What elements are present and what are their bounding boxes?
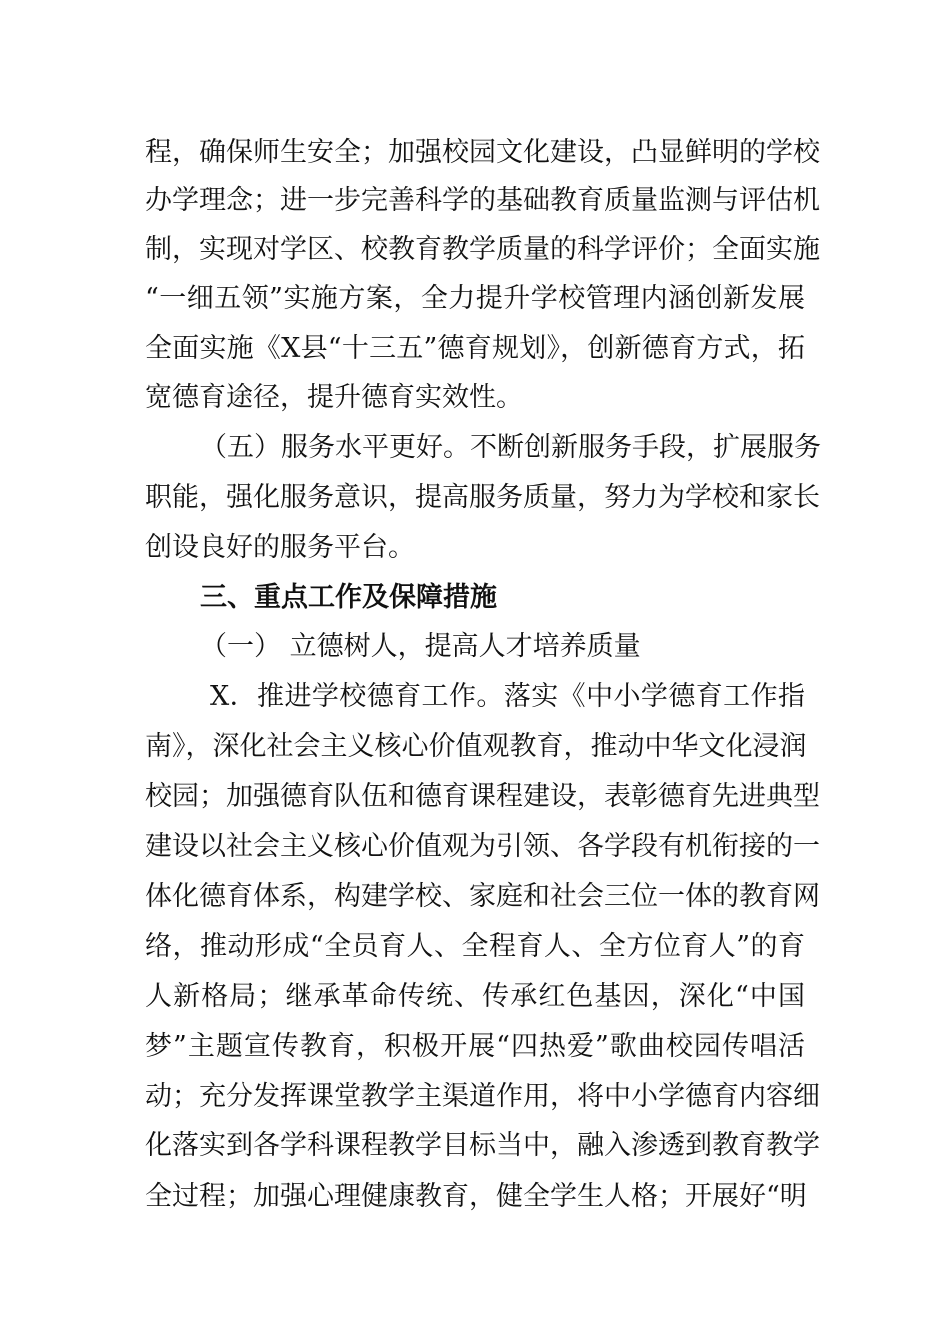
text-line: 创设良好的服务平台。 <box>145 532 415 563</box>
text-line: 程，确保师生安全；加强校园文化建设，凸显鲜明的学校 <box>145 137 820 168</box>
text-line: 络，推动形成“全员育人、全程育人、全方位育人”的育 <box>145 931 805 962</box>
text-line: 办学理念；进一步完善科学的基础教育质量监测与评估机 <box>145 185 820 216</box>
text-line: 人新格局；继承革命传统、传承红色基因，深化“中国 <box>145 981 805 1012</box>
text-line: 梦”主题宣传教育，积极开展“四热爱”歌曲校园传唱活 <box>145 1031 805 1062</box>
text-line: 校园；加强德育队伍和德育课程建设，表彰德育先进典型 <box>145 781 820 812</box>
text-line: 全过程；加强心理健康教育，健全学生人格；开展好“明 <box>145 1181 807 1212</box>
text-line: 体化德育体系，构建学校、家庭和社会三位一体的教育网 <box>145 881 820 912</box>
section-heading: 三、重点工作及保障措施 <box>200 582 497 613</box>
text-line: 宽德育途径，提升德育实效性。 <box>145 382 523 413</box>
text-line: 全面实施《X县“十三五”德育规划》，创新德育方式，拓 <box>145 333 805 364</box>
text-line: 建设以社会主义核心价值观为引领、各学段有机衔接的一 <box>145 831 820 862</box>
text-line: 职能，强化服务意识，提高服务质量，努力为学校和家长 <box>145 482 820 513</box>
text-line: 南》，深化社会主义核心价值观教育，推动中华文化浸润 <box>145 731 807 762</box>
text-line: 动；充分发挥课堂教学主渠道作用，将中小学德育内容细 <box>145 1081 820 1112</box>
text-line: 制，实现对学区、校教育教学质量的科学评价；全面实施 <box>145 234 820 265</box>
text-line: X．推进学校德育工作。落实《中小学德育工作指 <box>210 681 805 712</box>
text-line: 化落实到各学科课程教学目标当中，融入渗透到教育教学 <box>145 1130 820 1161</box>
text-line: “一细五领”实施方案，全力提升学校管理内涵创新发展 <box>145 283 805 314</box>
text-line: （五）服务水平更好。不断创新服务手段，扩展服务 <box>200 432 821 463</box>
subsection-heading: （一） 立德树人，提高人才培养质量 <box>200 631 641 662</box>
